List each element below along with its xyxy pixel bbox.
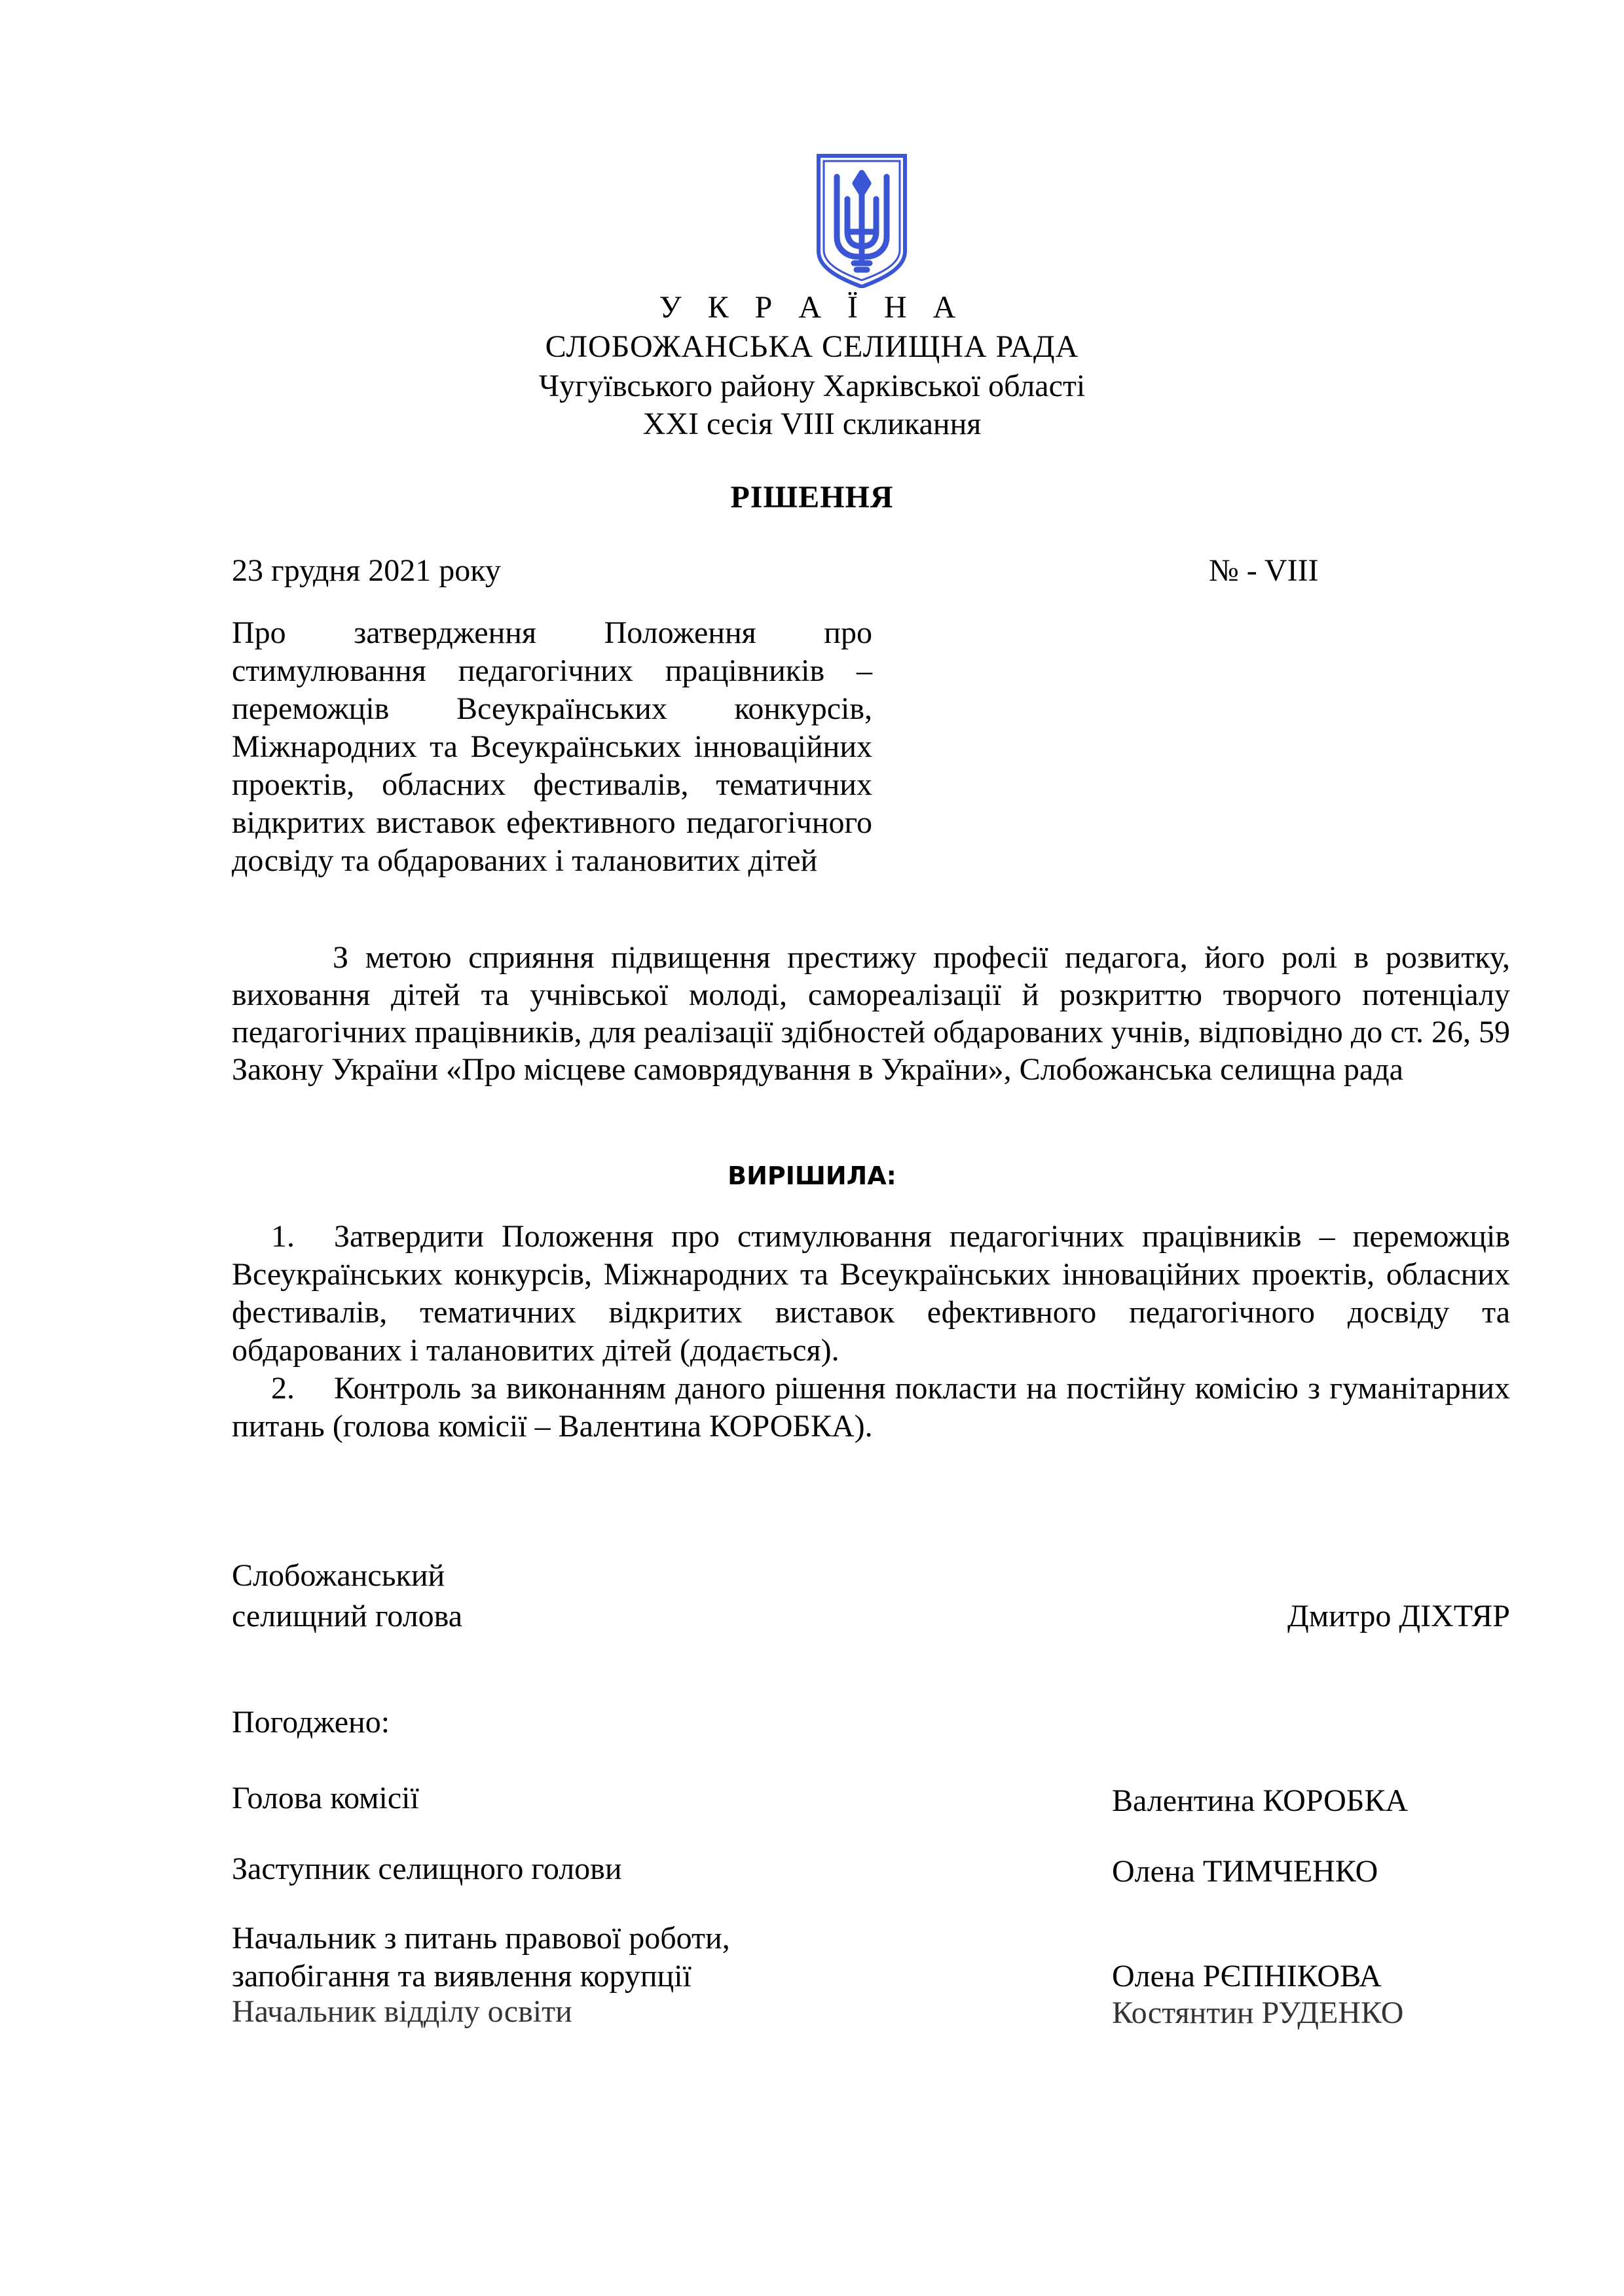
header-country: У К Р А Ї Н А — [659, 290, 965, 325]
decision-item-1 — [232, 1218, 1510, 1370]
signatory-position-line1: Слобожанський — [232, 1558, 445, 1593]
approval-name: Олена ТИМЧЕНКО — [1112, 1854, 1378, 1889]
decision-item-2 — [232, 1370, 1510, 1446]
approval-position-line2: запобігання та виявлення корупції — [232, 1959, 692, 1994]
signatory-name: Дмитро ДІХТЯР — [1287, 1599, 1510, 1633]
approval-position: Голова комісії — [232, 1781, 419, 1815]
item-number: 2. — [271, 1371, 295, 1406]
approval-position: Заступник селищного голови — [232, 1851, 622, 1886]
decision-date: 23 грудня 2021 року — [232, 553, 501, 588]
approval-position: Начальник відділу освіти — [232, 1994, 572, 2029]
approval-name: Костянтин РУДЕНКО — [1112, 1995, 1404, 2030]
approval-row — [232, 1920, 1510, 1995]
decision-items — [232, 1218, 1510, 1446]
document-title: РІШЕННЯ — [730, 480, 894, 515]
header-district: Чугуївського району Харківської області — [538, 369, 1086, 403]
approval-name: Олена РЄПНІКОВА — [1112, 1959, 1382, 1994]
approval-row — [232, 1850, 1510, 1891]
signatory-position-line2: селищний голова — [232, 1599, 463, 1633]
decision-number: № - VIII — [1209, 553, 1319, 588]
approval-name: Валентина КОРОБКА — [1112, 1783, 1409, 1818]
header-session: XXI сесія VIII скликання — [642, 407, 982, 441]
signatory-position — [232, 1556, 462, 1637]
header-council: СЛОБОЖАНСЬКА СЕЛИЩНА РАДА — [545, 329, 1079, 364]
decision-subject: Про затвердження Положення про стимулювання педагогічних працівників – переможців Всеукраїнських конкурсів, Міжнародних та Всеукраїнських інноваційних проектів, обласних фестивалів, тематичних відкритих виставок ефективного педагогічного досвіду та обдарованих і талановитих дітей — [232, 615, 872, 878]
preamble-paragraph: З метою сприяння підвищення престижу професії педагога, його ролі в розвитку, виховання дітей та учнівської молоді, самореалізації й розкриттю творчого потенціалу педагогічних працівників, для реалізації здібностей обдарованих учнів, відповідно до ст. 26, 59 Закону України «Про місцеве самоврядування в України», Слобожанська селищна рада — [232, 940, 1510, 1087]
item-number: 1. — [271, 1219, 295, 1254]
approval-row — [232, 1779, 1510, 1820]
agreed-label: Погоджено: — [232, 1705, 390, 1740]
item-text: Затвердити Положення про стимулювання педагогічних працівників – переможців Всеукраїнських конкурсів, Міжнародних та Всеукраїнських інноваційних проектів, обласних фестивалів, тематичних відкритих виставок ефективного педагогічного досвіду та обдарованих і талановитих дітей (додається). — [232, 1219, 1510, 1368]
resolved-heading: ВИРІШИЛА: — [728, 1161, 896, 1190]
item-text: Контроль за виконанням даного рішення покласти на постійну комісію з гуманітарних питань (голова комісії – Валентина КОРОБКА). — [232, 1371, 1510, 1444]
approval-row — [232, 1993, 1510, 2032]
approval-position — [232, 1920, 730, 1995]
coat-of-arms-emblem — [815, 153, 909, 288]
trident-coat-of-arms-icon — [815, 153, 909, 288]
approval-position-line1: Начальник з питань правової роботи, — [232, 1921, 730, 1956]
